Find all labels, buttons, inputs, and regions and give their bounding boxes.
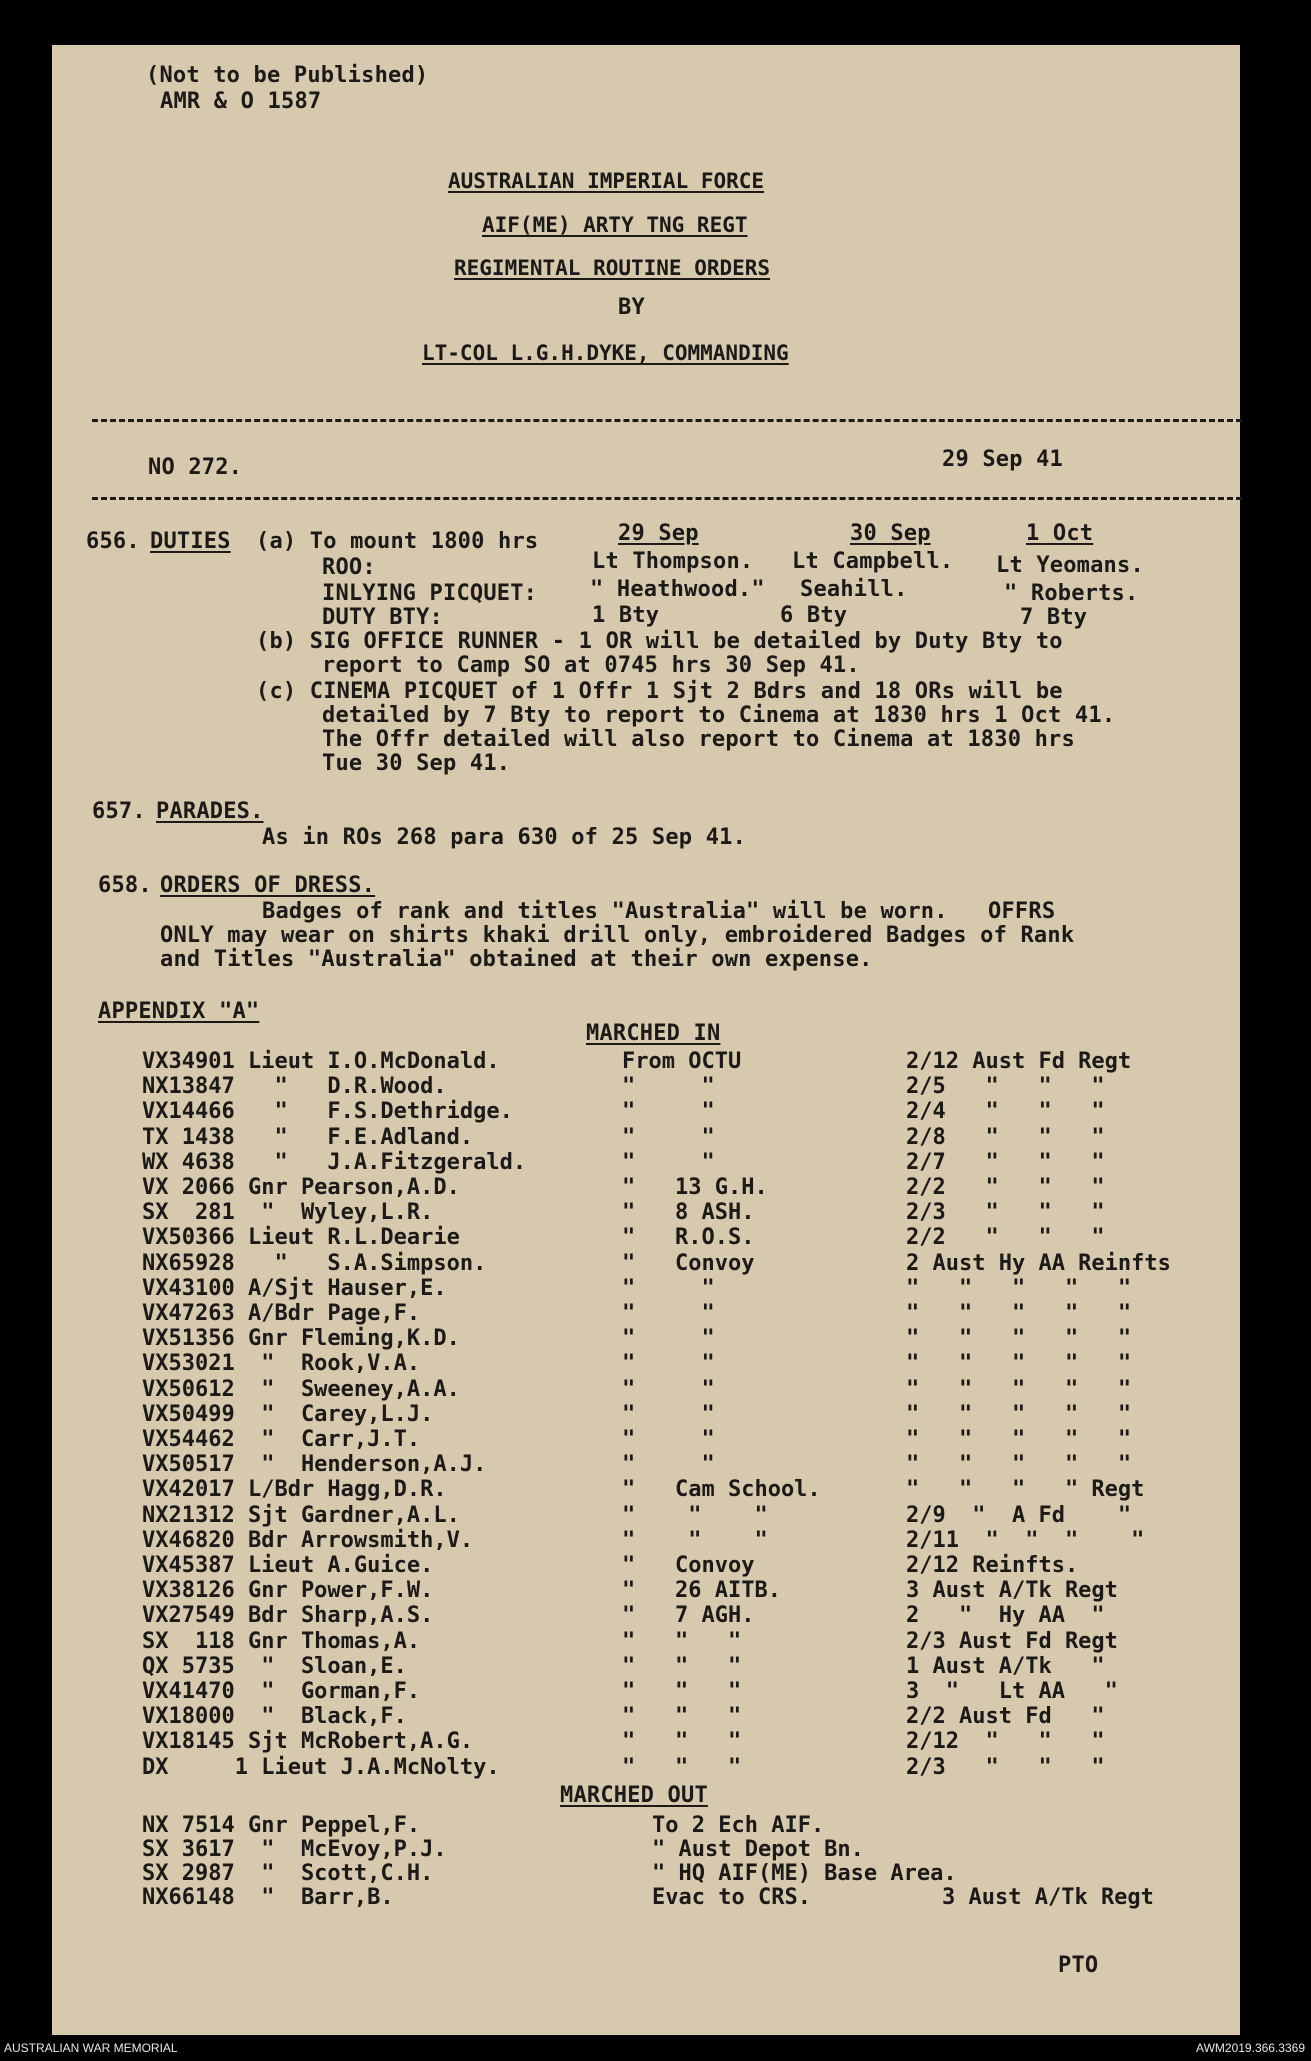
appendix-row-unit: 2/11 " " " " [906,1527,1145,1553]
title-line-1: AUSTRALIAN IMPERIAL FORCE [448,169,765,193]
appendix-row-origin: " 7 AGH. [622,1603,755,1629]
appendix-row-name: VX34901 Lieut I.O.McDonald. [142,1049,500,1074]
appendix-row-origin: " " [622,1326,715,1352]
appendix-row-unit: 2/3 " " " [906,1754,1105,1780]
title-line-5: LT-COL L.G.H.DYKE, COMMANDING [422,341,789,365]
footer-source: AUSTRALIAN WAR MEMORIAL [4,2041,178,2055]
appendix-row-origin: " " [622,1074,715,1100]
appendix-row-name: VX18145 Sjt McRobert,A.G. [142,1729,474,1755]
appendix-row-name: VX50612 " Sweeney,A.A. [142,1376,460,1402]
appendix-row-origin: " " [622,1427,715,1452]
appendix-row-origin: " " [622,1275,715,1301]
appendix-row-unit: 2/12 Aust Fd Regt [906,1049,1132,1074]
appendix-row-origin: " Convoy [622,1250,755,1276]
para-657-text: As in ROs 268 para 630 of 25 Sep 41. [262,825,747,850]
para-657-title: PARADES. [156,799,264,824]
appendix-row-name: NX13847 " D.R.Wood. [142,1074,447,1100]
appendix-row-unit: " " " " " [906,1452,1132,1478]
appendix-row-origin: " " [622,1376,715,1402]
appendix-row-origin: From OCTU [622,1049,742,1074]
appendix-row-unit: 3 Aust A/Tk Regt [906,1578,1118,1604]
appendix-row-unit: " " " " " [906,1275,1132,1301]
appendix-row-name: VX 2066 Gnr Pearson,A.D. [142,1175,460,1200]
para-658-number: 658. [98,873,152,898]
appendix-row-name: NX21312 Sjt Gardner,A.L. [142,1502,460,1528]
appendix-row-origin: " " " [622,1729,742,1755]
appendix-row-unit: " " " " " [906,1326,1132,1352]
para-656-c-3: The Offr detailed will also report to Cinema at 1830 hrs [322,727,1075,752]
appendix-row-unit: " " " " " [906,1376,1132,1402]
appendix-row-name: TX 1438 " F.E.Adland. [142,1124,474,1150]
picquet-1: " Heathwood." [590,577,765,602]
appendix-row-name: VX53021 " Rook,V.A. [142,1351,421,1377]
appendix-row-origin: " HQ AIF(ME) Base Area. [652,1861,957,1886]
appendix-row-unit: " " " " " [906,1401,1132,1427]
appendix-row-origin: " " " [622,1704,742,1730]
appendix-row-name: VX41470 " Gorman,F. [142,1679,421,1704]
roo-1: Lt Thompson. [592,549,754,574]
appendix-row-origin: " " [622,1401,715,1427]
appendix-title: APPENDIX "A" [98,999,260,1024]
title-line-2: AIF(ME) ARTY TNG REGT [482,213,748,237]
marched-in-heading: MARCHED IN [586,1021,721,1046]
para-656-b-2: report to Camp SO at 0745 hrs 30 Sep 41. [322,653,860,678]
appendix-row-unit: 1 Aust A/Tk " [906,1653,1105,1679]
appendix-row-name: DX 1 Lieut J.A.McNolty. [142,1754,500,1780]
picquet-3: " Roberts. [1004,581,1139,606]
duty-bty-2: 6 Bty [780,603,848,628]
para-658-line-2: ONLY may wear on shirts khaki drill only, embroidered Badges of Rank [160,923,1075,948]
appendix-row-unit: 2/2 Aust Fd " [906,1704,1105,1730]
duty-col-2: 30 Sep [850,521,931,546]
appendix-row-unit: 2/2 " " " [906,1175,1105,1200]
para-656-title: DUTIES [150,529,231,554]
pto-note: PTO [1058,1953,1099,1978]
appendix-row-origin: " " " [622,1628,742,1654]
appendix-row-unit: 2 Aust Hy AA Reinfts [906,1250,1171,1276]
appendix-row-name: SX 281 " Wyley,L.R. [142,1200,434,1226]
appendix-row-unit: 2 " Hy AA " [906,1603,1105,1629]
appendix-row-name: VX50499 " Carey,L.J. [142,1401,434,1427]
appendix-row-name: VX43100 A/Sjt Hauser,E. [142,1275,447,1301]
appendix-row-name: VX45387 Lieut A.Guice. [142,1553,434,1578]
roo-2: Lt Campbell. [792,549,954,574]
appendix-row-unit: " " " " Regt [906,1477,1145,1503]
appendix-row-name: VX51356 Gnr Fleming,K.D. [142,1326,460,1352]
appendix-row-name: NX65928 " S.A.Simpson. [142,1250,487,1276]
picquet-label: INLYING PICQUET: [322,581,538,606]
appendix-row-origin: " Convoy [622,1553,755,1578]
title-line-4: BY [618,295,645,320]
para-658-line-3: and Titles "Australia" obtained at their own expense. [160,947,873,972]
footer-accession: AWM2019.366.3369 [1196,2041,1305,2055]
appendix-row-unit: " " " " " [906,1301,1132,1326]
appendix-row-name: QX 5735 " Sloan,E. [142,1653,407,1679]
para-656-number: 656. [86,529,140,554]
appendix-row-origin: " " [622,1351,715,1377]
appendix-row-name: SX 2987 " Scott,C.H. [142,1861,434,1886]
picquet-2: Seahill. [800,577,908,602]
title-line-3: REGIMENTAL ROUTINE ORDERS [454,256,771,280]
order-date: 29 Sep 41 [942,447,1064,472]
appendix-row-name: SX 118 Gnr Thomas,A. [142,1628,421,1654]
appendix-row-name: NX 7514 Gnr Peppel,F. [142,1813,421,1838]
appendix-row-name: SX 3617 " McEvoy,P.J. [142,1837,447,1862]
duty-bty-label: DUTY BTY: [322,605,444,630]
appendix-row-origin: " 26 AITB. [622,1578,781,1604]
appendix-row-unit: 2/2 " " " [906,1225,1105,1251]
appendix-row-name: VX27549 Bdr Sharp,A.S. [142,1603,434,1629]
para-656-c-1: (c) CINEMA PICQUET of 1 Offr 1 Sjt 2 Bdrs and 18 ORs will be [256,679,1063,704]
order-number: NO 272. [148,455,243,480]
marched-out-heading: MARCHED OUT [560,1783,708,1808]
appendix-row-origin: " Cam School. [622,1477,821,1503]
para-656-c-2: detailed by 7 Bty to report to Cinema at 1830 hrs 1 Oct 41. [322,703,1116,728]
appendix-row-unit: 2/3 Aust Fd Regt [906,1628,1118,1654]
duty-col-3: 1 Oct [1026,521,1094,546]
appendix-row-name: VX50517 " Henderson,A.J. [142,1452,487,1478]
para-656-a: (a) To mount 1800 hrs [256,529,539,554]
appendix-row-origin: " " " [622,1679,742,1704]
appendix-row-origin: " 13 G.H. [622,1175,768,1200]
appendix-row-unit: " " " " " [906,1427,1132,1452]
appendix-row-unit: 2/8 " " " [906,1124,1105,1150]
appendix-row-name: VX38126 Gnr Power,F.W. [142,1578,434,1604]
not-published-note: (Not to be Published) [146,63,429,88]
appendix-row-origin: " 8 ASH. [622,1200,755,1226]
reference-number: AMR & O 1587 [160,89,322,114]
appendix-row-unit: 2/9 " A Fd " [906,1502,1132,1528]
appendix-row-origin: To 2 Ech AIF. [652,1813,825,1838]
appendix-row-unit: 2/5 " " " [906,1074,1105,1100]
para-658-line-1: Badges of rank and titles "Australia" will be worn. OFFRS [262,899,1056,924]
appendix-row-unit: 2/7 " " " [906,1149,1105,1175]
para-657-number: 657. [92,799,146,824]
appendix-row-name: VX46820 Bdr Arrowsmith,V. [142,1527,474,1553]
appendix-row-name: WX 4638 " J.A.Fitzgerald. [142,1149,527,1175]
appendix-row-unit: 2/3 " " " [906,1200,1105,1226]
appendix-row-origin: " " " [622,1527,768,1553]
appendix-row-origin: " " [622,1099,715,1125]
divider-bottom [92,497,1242,500]
appendix-row-unit: " " " " " [906,1351,1132,1377]
document-page [52,45,1240,2035]
appendix-row-origin: " " [622,1149,715,1175]
duty-col-1: 29 Sep [618,521,699,546]
appendix-row-name: VX18000 " Black,F. [142,1704,407,1730]
appendix-row-origin: " " " [622,1502,768,1528]
appendix-row-unit: 2/12 " " " [906,1729,1105,1755]
appendix-row-name: VX42017 L/Bdr Hagg,D.R. [142,1477,447,1503]
appendix-row-unit: 3 Aust A/Tk Regt [942,1885,1154,1910]
duty-bty-3: 7 Bty [1020,605,1088,630]
para-658-title: ORDERS OF DRESS. [160,873,376,898]
appendix-row-origin: " " [622,1124,715,1150]
divider-top [92,419,1242,422]
appendix-row-unit: 3 " Lt AA " [906,1679,1118,1704]
para-656-b-1: (b) SIG OFFICE RUNNER - 1 OR will be detailed by Duty Bty to [256,629,1063,654]
para-656-c-4: Tue 30 Sep 41. [322,751,511,776]
appendix-row-origin: Evac to CRS. [652,1885,811,1910]
appendix-row-origin: " " [622,1452,715,1478]
appendix-row-origin: " " " [622,1754,742,1780]
roo-label: ROO: [322,555,376,580]
appendix-row-unit: 2/12 Reinfts. [906,1553,1079,1578]
appendix-row-origin: " " [622,1301,715,1326]
appendix-row-name: VX14466 " F.S.Dethridge. [142,1099,513,1125]
appendix-row-origin: " Aust Depot Bn. [652,1837,864,1862]
appendix-row-name: VX47263 A/Bdr Page,F. [142,1301,421,1326]
appendix-row-unit: 2/4 " " " [906,1099,1105,1125]
appendix-row-name: VX54462 " Carr,J.T. [142,1427,421,1452]
appendix-row-origin: " " " [622,1653,742,1679]
roo-3: Lt Yeomans. [996,553,1144,578]
duty-bty-1: 1 Bty [592,603,660,628]
appendix-row-origin: " R.O.S. [622,1225,755,1251]
appendix-row-name: NX66148 " Barr,B. [142,1885,394,1910]
appendix-row-name: VX50366 Lieut R.L.Dearie [142,1225,460,1251]
